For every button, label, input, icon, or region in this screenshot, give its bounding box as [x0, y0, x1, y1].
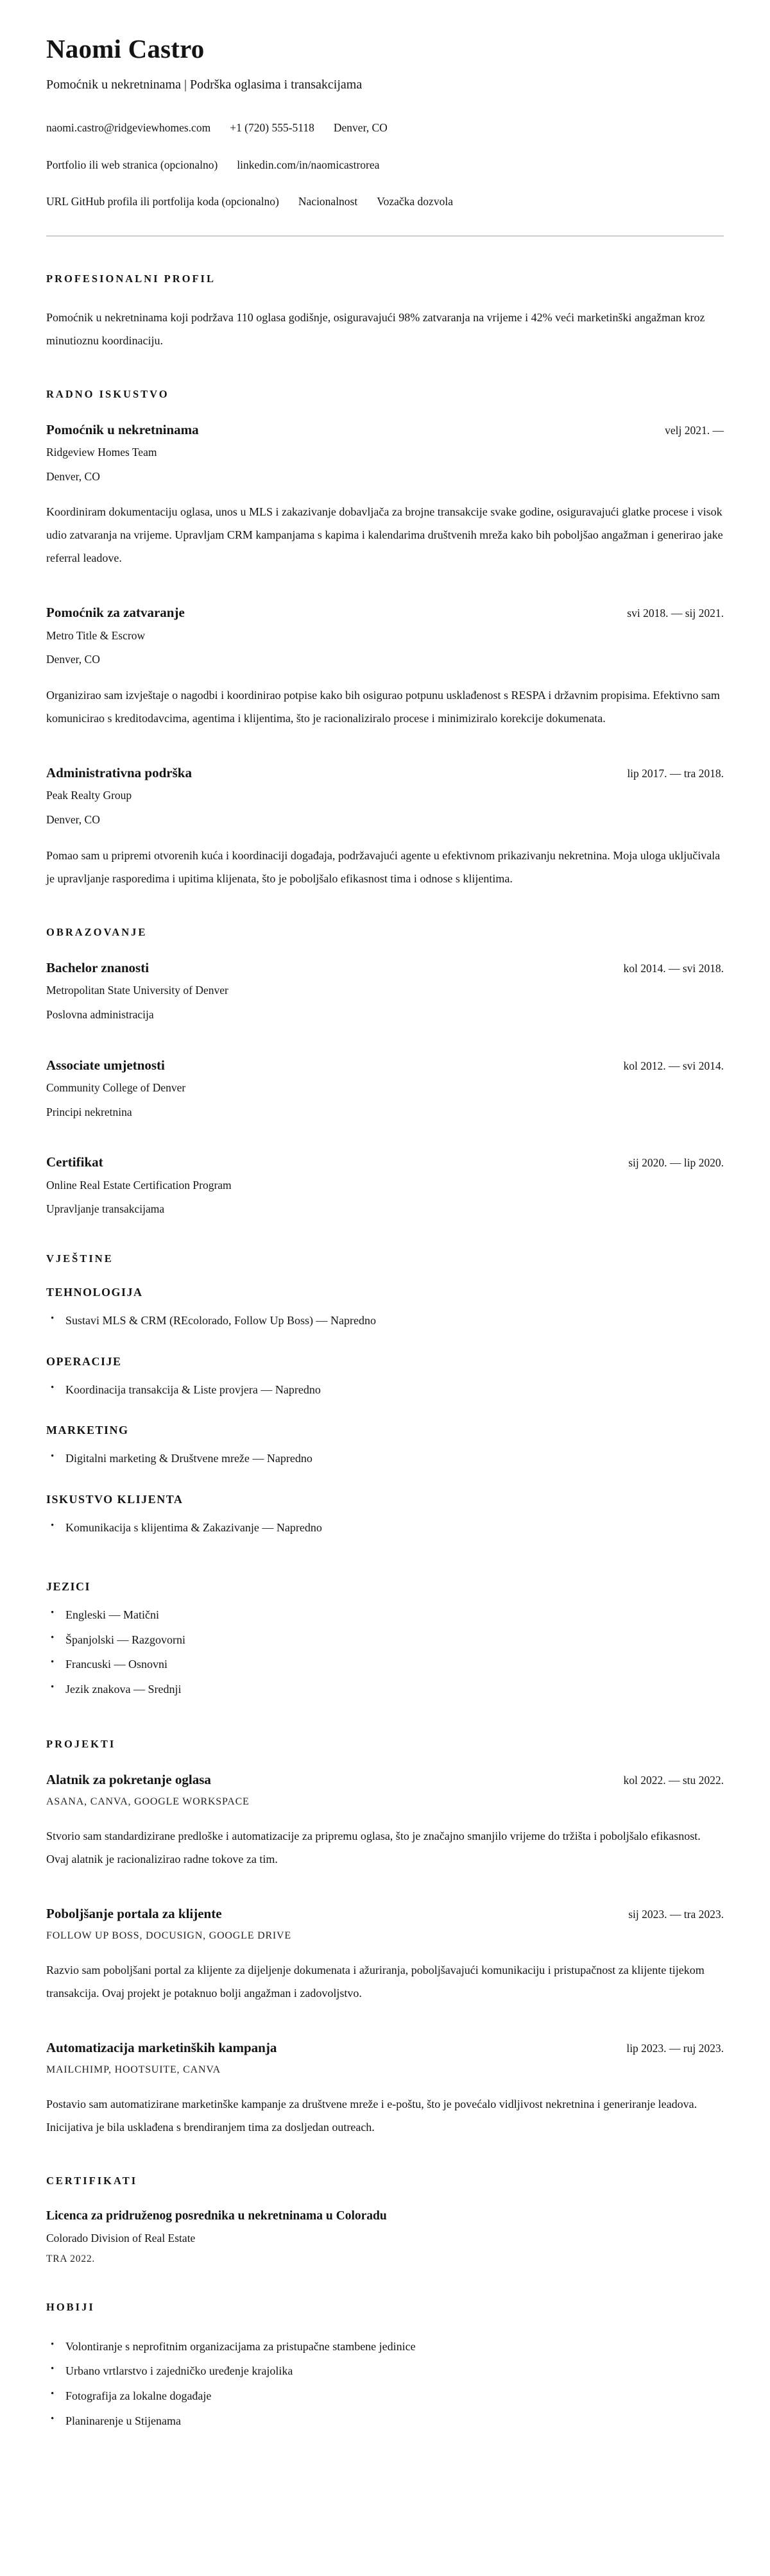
- header-divider: [46, 235, 724, 237]
- section-certifications: [46, 2175, 724, 2264]
- education-date: kol 2012. — svi 2014.: [623, 1059, 724, 1072]
- skill-group-label: JEZICI: [46, 1579, 91, 1593]
- contact-nationality: Nacionalnost: [298, 195, 358, 208]
- hobby-item: • Fotografija za lokalne događaje: [46, 2384, 724, 2409]
- education-field: Principi nekretnina: [46, 1105, 132, 1118]
- hobby-item: • Urbano vrtlarstvo i zajedničko uređenje krajolika: [46, 2359, 724, 2384]
- job-title: Pomoćnik u nekretninama: [46, 421, 199, 437]
- education-field: Poslovna administracija: [46, 1007, 154, 1021]
- skill-list: [46, 1308, 724, 1333]
- job-location: Denver, CO: [46, 469, 100, 483]
- job-date: svi 2018. — sij 2021.: [627, 607, 724, 620]
- job-location: Denver, CO: [46, 813, 100, 827]
- project-description: Stvorio sam standardizirane predloške i automatizacije za pripremu oglasa, što je značajno smanjilo vrijeme do tržišta i poboljšalo efikasnost. Ovaj alatnik je racionalizirao radne tokove za tim.: [46, 1829, 701, 1865]
- skill-list: [46, 1377, 724, 1402]
- project-title: Automatizacija marketinških kampanja: [46, 2040, 277, 2056]
- section-heading-education: OBRAZOVANJE: [46, 925, 148, 938]
- education-entry-head: [46, 959, 724, 976]
- project-title: Poboljšanje portala za klijente: [46, 1905, 222, 1921]
- contact-row-2: [46, 157, 724, 173]
- job-entry: [46, 421, 724, 570]
- contact-linkedin: linkedin.com/in/naomicastrorea: [237, 158, 380, 171]
- job-company: Ridgeview Homes Team: [46, 445, 157, 459]
- project-entry-head: [46, 1771, 724, 1788]
- language-item: • Jezik znakova — Srednji: [46, 1677, 724, 1702]
- section-heading-projects: PROJEKTI: [46, 1737, 116, 1750]
- certification-issuer: Colorado Division of Real Estate: [46, 2231, 196, 2244]
- certification-date: TRA 2022.: [46, 2253, 96, 2264]
- section-professional-profile: [46, 273, 724, 352]
- section-hobbies: [46, 2301, 724, 2434]
- skill-group-label: MARKETING: [46, 1424, 129, 1437]
- project-title: Alatnik za pokretanje oglasa: [46, 1771, 211, 1787]
- page-title: Naomi Castro: [46, 34, 205, 63]
- job-description: Koordiniram dokumentaciju oglasa, unos u MLS i zakazivanje dobavljača za brojne transakcije svake godine, osiguravajući glatke procese i visok udio zatvaranja na vrijeme. Upravljam CRM kampanjama s kapima i kalendarima društvenih mreža kako bih poboljšao angažman i generirao jake referral leadove.: [46, 505, 723, 565]
- headline: Pomoćnik u nekretninama | Podrška oglasima i transakcijama: [46, 78, 363, 92]
- project-entry: [46, 2039, 724, 2139]
- education-degree: Associate umjetnosti: [46, 1057, 165, 1073]
- language-item: • Francuski — Osnovni: [46, 1652, 724, 1677]
- section-skills: [46, 1252, 724, 1702]
- skill-group-client-experience: [46, 1493, 724, 1540]
- section-heading-profile: PROFESIONALNI PROFIL: [46, 272, 216, 285]
- hobby-list: [46, 2334, 724, 2434]
- skill-item: • Digitalni marketing & Društvene mreže — Napredno: [46, 1446, 724, 1471]
- job-entry-head: [46, 421, 724, 438]
- education-entry-head: [46, 1057, 724, 1073]
- skill-item: • Sustavi MLS & CRM (REcolorado, Follow Up Boss) — Napredno: [46, 1308, 724, 1333]
- job-title: Pomoćnik za zatvaranje: [46, 605, 185, 621]
- education-degree: Certifikat: [46, 1154, 103, 1170]
- project-description: Razvio sam poboljšani portal za klijente za dijeljenje dokumenata i ažuriranja, poboljšavajući komunikaciju i pristupačnost za klijente tijekom transakcija. Ovaj projekt je potaknuo bolji angažman i zadovoljstvo.: [46, 1964, 705, 2000]
- section-heading-certifications: CERTIFIKATI: [46, 2175, 138, 2187]
- job-description: Organizirao sam izvještaje o nagodbi i koordinirao potpise kako bih osigurao potpunu usklađenost s RESPA i državnim propisima. Efektivno sam komunicirao s kreditodavcima, agentima i klijentima, što je racionaliziralo procese i minimiziralo korekcije dokumenata.: [46, 689, 720, 725]
- section-heading-skills: VJEŠTINE: [46, 1252, 114, 1265]
- profile-summary: Pomoćnik u nekretninama koji podržava 110 oglasa godišnje, osiguravajući 98% zatvaranja na vrijeme i 42% veći marketinški angažman kroz minutioznu koordinaciju.: [46, 310, 705, 347]
- job-title: Administrativna podrška: [46, 765, 192, 781]
- job-date: lip 2017. — tra 2018.: [627, 767, 724, 780]
- project-tools: FOLLOW UP BOSS, DOCUSIGN, GOOGLE DRIVE: [46, 1930, 291, 1942]
- skill-list: [46, 1446, 724, 1471]
- project-date: sij 2023. — tra 2023.: [628, 1907, 724, 1921]
- skill-group-operations: [46, 1355, 724, 1402]
- job-date: velj 2021. —: [665, 423, 724, 437]
- contact-driving-license: Vozačka dozvola: [377, 195, 453, 208]
- resume-header: [46, 35, 724, 237]
- contact-phone: +1 (720) 555-5118: [230, 121, 314, 135]
- education-school: Community College of Denver: [46, 1081, 186, 1094]
- job-entry-head: [46, 764, 724, 781]
- contact-row-1: [46, 120, 724, 136]
- job-location: Denver, CO: [46, 653, 100, 666]
- project-date: kol 2022. — stu 2022.: [623, 1773, 724, 1787]
- skill-item: • Koordinacija transakcija & Liste provjera — Napredno: [46, 1377, 724, 1402]
- project-entry-head: [46, 2039, 724, 2056]
- education-degree: Bachelor znanosti: [46, 959, 150, 975]
- project-entry: [46, 1905, 724, 2005]
- hobby-item: • Volontiranje s neprofitnim organizacijama za pristupačne stambene jedinice: [46, 2334, 724, 2359]
- job-entry: [46, 764, 724, 890]
- section-education: [46, 926, 724, 1216]
- project-entry-head: [46, 1905, 724, 1922]
- job-company: Metro Title & Escrow: [46, 628, 146, 642]
- section-work-experience: [46, 388, 724, 890]
- contact-row-3: [46, 194, 724, 210]
- education-school: Online Real Estate Certification Program: [46, 1178, 232, 1191]
- education-date: kol 2014. — svi 2018.: [623, 961, 724, 975]
- language-item: • Španjolski — Razgovorni: [46, 1628, 724, 1653]
- job-description: Pomao sam u pripremi otvorenih kuća i koordinaciji događaja, podržavajući agente u efektivnom prikazivanju nekretnina. Moja uloga uključivala je upravljanje rasporedima i upitima klijenata, što je poboljšalo efikasnost tima i odnose s klijentima.: [46, 848, 721, 885]
- contact-location: Denver, CO: [333, 121, 388, 135]
- job-company: Peak Realty Group: [46, 789, 132, 802]
- skill-item: • Komunikacija s klijentima & Zakazivanje — Napredno: [46, 1515, 724, 1540]
- certification-entry: [46, 2208, 724, 2264]
- skill-group-label: ISKUSTVO KLIJENTA: [46, 1493, 184, 1506]
- skill-group-technology: [46, 1286, 724, 1333]
- contact-email: naomi.castro@ridgeviewhomes.com: [46, 121, 211, 135]
- section-heading-hobbies: HOBIJI: [46, 2300, 95, 2313]
- project-date: lip 2023. — ruj 2023.: [626, 2042, 724, 2055]
- project-entry: [46, 1771, 724, 1871]
- skill-list: [46, 1515, 724, 1540]
- education-entry-head: [46, 1154, 724, 1170]
- skill-group-label: TEHNOLOGIJA: [46, 1286, 143, 1299]
- certification-title: Licenca za pridruženog posrednika u nekretninama u Coloradu: [46, 2209, 387, 2223]
- education-entry: [46, 959, 724, 1022]
- education-entry: [46, 1154, 724, 1216]
- hobby-item: • Planinarenje u Stijenama: [46, 2409, 724, 2434]
- project-description: Postavio sam automatizirane marketinške kampanje za društvene mreže i e-poštu, što je povećalo vidljivost nekretnina i generiranje leadova. Inicijativa je bila usklađena s brendiranjem tima za dosljedan outreach.: [46, 2098, 697, 2134]
- education-entry: [46, 1057, 724, 1120]
- skill-group-marketing: [46, 1424, 724, 1471]
- education-school: Metropolitan State University of Denver: [46, 984, 228, 997]
- project-tools: MAILCHIMP, HOOTSUITE, CANVA: [46, 2064, 221, 2076]
- job-entry: [46, 604, 724, 730]
- contact-portfolio: Portfolio ili web stranica (opcionalno): [46, 158, 218, 171]
- skill-group-label: OPERACIJE: [46, 1354, 122, 1368]
- contact-github: URL GitHub profila ili portfolija koda (opcionalno): [46, 195, 279, 208]
- section-projects: [46, 1738, 724, 2139]
- education-field: Upravljanje transakcijama: [46, 1202, 165, 1216]
- section-heading-experience: RADNO ISKUSTVO: [46, 387, 169, 400]
- education-date: sij 2020. — lip 2020.: [628, 1156, 724, 1170]
- project-tools: ASANA, CANVA, GOOGLE WORKSPACE: [46, 1796, 250, 1807]
- language-list: [46, 1603, 724, 1702]
- skill-group-languages: [46, 1580, 724, 1702]
- job-entry-head: [46, 604, 724, 621]
- language-item: • Engleski — Matični: [46, 1603, 724, 1628]
